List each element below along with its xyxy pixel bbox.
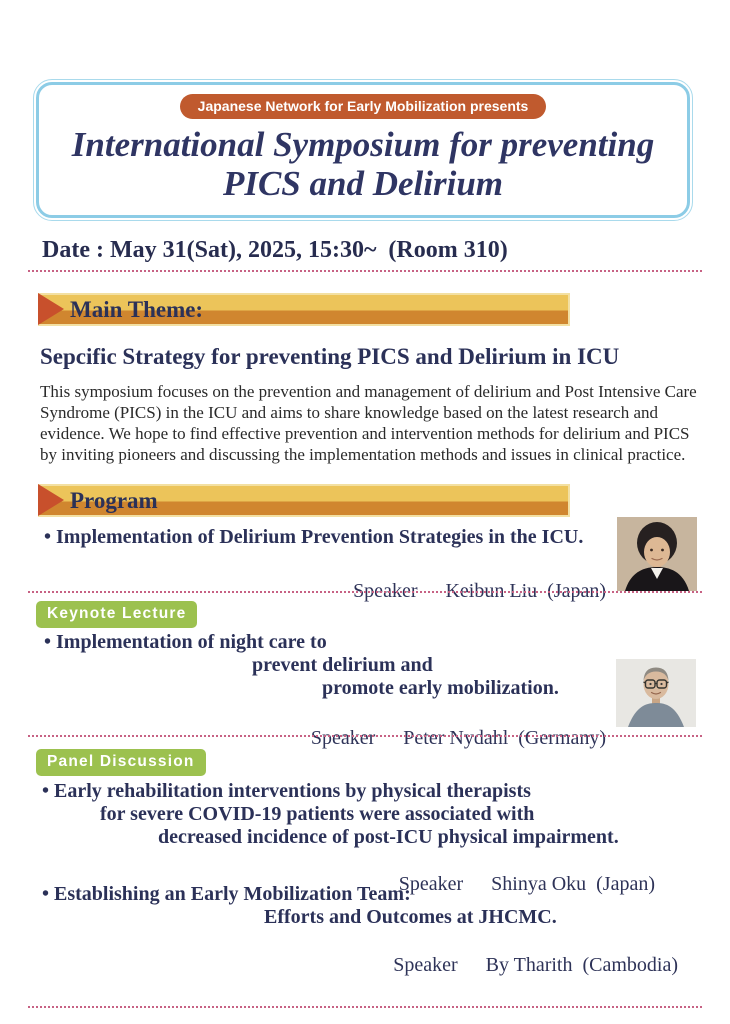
- banner-arrow-icon: [38, 484, 64, 516]
- keynote-speaker-line: [291, 704, 606, 773]
- main-theme-description: This symposium focuses on the prevention and management of delirium and Post Intensive Care Syndrome (PICS) in the ICU and aims to share knowledge based on the latest research and evidence. We hope to find effective prevention and intervention methods for delirium and PICS by inviting pioneers and discussing the implementation methods and issues in clinical practice.: [40, 382, 697, 465]
- panel-talk1-line2: for severe COVID-19 patients were associated with: [100, 803, 535, 825]
- keynote-title-line2: prevent delirium and: [252, 654, 433, 676]
- speaker-label: Speaker: [398, 873, 464, 895]
- speaker-name: By Tharith (Cambodia): [485, 954, 678, 976]
- program-banner: [38, 484, 570, 517]
- dotted-divider: [28, 1006, 702, 1008]
- event-title-line2: PICS and Delirium: [222, 164, 504, 203]
- event-title-line1: International Symposium for preventing: [71, 125, 655, 164]
- main-theme-banner-label: Main Theme:: [70, 297, 204, 322]
- speaker-label: Speaker: [310, 727, 376, 749]
- main-theme-heading: Sepcific Strategy for preventing PICS and Delirium in ICU: [40, 344, 620, 369]
- panel-talk2-line1: • Establishing an Early Mobilization Team:: [42, 883, 411, 905]
- keynote-title-line3: promote early mobilization.: [322, 677, 559, 699]
- speaker-name: Shinya Oku (Japan): [491, 873, 655, 895]
- speaker-name: Keibun Liu (Japan): [445, 580, 606, 602]
- header-card: [36, 82, 690, 218]
- dotted-divider: [28, 270, 702, 272]
- panel-talk1-line3: decreased incidence of post-ICU physical impairment.: [158, 826, 619, 848]
- dotted-divider: [28, 591, 702, 593]
- speaker-label: Speaker: [353, 580, 418, 602]
- keynote-title-line1: • Implementation of night care to: [44, 631, 327, 653]
- speaker-photo-keibun-liu: [617, 517, 697, 591]
- banner-arrow-icon: [38, 293, 64, 325]
- event-title: [39, 125, 687, 203]
- opening-talk-title: • Implementation of Delirium Prevention Strategies in the ICU.: [44, 526, 584, 548]
- date-line: Date : May 31(Sat), 2025, 15:30~ (Room 310): [42, 237, 508, 263]
- speaker-name: Peter Nydahl (Germany): [403, 727, 606, 749]
- panel-discussion-badge: Panel Discussion: [36, 749, 206, 776]
- dotted-divider: [28, 735, 702, 737]
- presenter-badge: Japanese Network for Early Mobilization presents: [180, 94, 547, 119]
- keynote-lecture-badge: Keynote Lecture: [36, 601, 197, 628]
- panel-talk1-line1: • Early rehabilitation interventions by physical therapists: [42, 780, 531, 802]
- speaker-photo-peter-nydahl: [616, 659, 696, 727]
- speaker-label: Speaker: [393, 954, 458, 976]
- panel-talk2-line2: Efforts and Outcomes at JHCMC.: [264, 906, 557, 928]
- program-banner-label: Program: [70, 488, 158, 513]
- main-theme-banner: [38, 293, 570, 326]
- panel-talk2-speaker-line: [373, 931, 678, 1000]
